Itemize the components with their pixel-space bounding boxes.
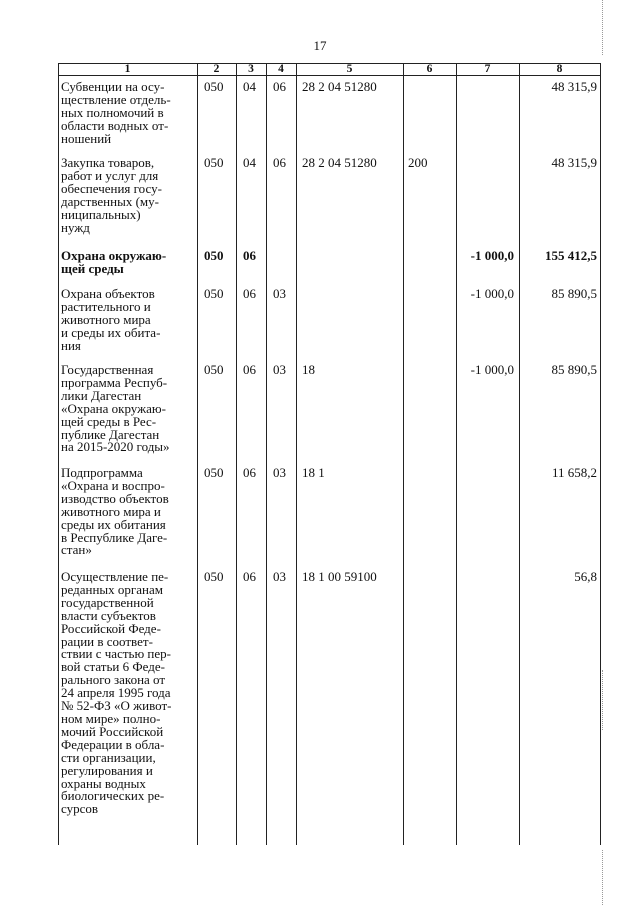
table-row-0-col2: 050	[204, 79, 224, 94]
table-row-2-col2: 050	[204, 248, 224, 263]
table-row-3-col2: 050	[204, 286, 224, 301]
column-border	[266, 63, 267, 845]
table-row-1-col8: 48 315,9	[551, 155, 597, 170]
table-row-2-col7: -1 000,0	[470, 248, 514, 263]
table-row-5-col5: 18 1	[302, 465, 325, 480]
table-row-6-col4: 03	[273, 569, 286, 584]
column-border	[600, 63, 601, 845]
header-col-4: 4	[278, 63, 284, 75]
header-col-1: 1	[124, 63, 131, 75]
table-row-5-col2: 050	[204, 465, 224, 480]
table-row-4-col5: 18	[302, 362, 315, 377]
table-row-6-col2: 050	[204, 569, 224, 584]
table-row-4-col4: 03	[273, 362, 286, 377]
scan-artifact	[602, 0, 603, 55]
table-row-0-col3: 04	[243, 79, 256, 94]
column-border	[236, 63, 237, 845]
column-border	[456, 63, 457, 845]
table-row-6-col3: 06	[243, 569, 256, 584]
table-row-1-col2: 050	[204, 155, 224, 170]
table-row-1-col4: 06	[273, 155, 286, 170]
header-col-3: 3	[248, 63, 254, 75]
column-border	[519, 63, 520, 845]
column-border	[197, 63, 198, 845]
table-row-4-name: Государственная программа Респуб- лики Дагестан «Охрана окружаю- щей среды в Рес- публике Дагестан на 2015-2020 годы»	[61, 362, 170, 455]
table-row-5-name: Подпрограмма «Охрана и воспро- изводство объектов животного мира и среды их обитания в Республике Даге- стан»	[61, 465, 169, 558]
table-row-3-name: Охрана объектов растительного и животного мира и среды их обита- ния	[61, 286, 161, 353]
table-row-1-name: Закупка товаров, работ и услуг для обеспечения госу- дарственных (му- ниципальных) нужд	[61, 155, 162, 235]
header-col-8: 8	[556, 63, 563, 75]
table-row-0-col8: 48 315,9	[551, 79, 597, 94]
scan-artifact	[602, 850, 603, 905]
table-row-0-name: Субвенции на осу- ществление отдель- ных полномочий в области водных от- ношений	[61, 79, 171, 146]
table-row-4-col3: 06	[243, 362, 256, 377]
table-row-0-col5: 28 2 04 51280	[302, 79, 377, 94]
table-row-4-col8: 85 890,5	[551, 362, 597, 377]
table-row-1-col5: 28 2 04 51280	[302, 155, 377, 170]
column-border	[403, 63, 404, 845]
header-col-7: 7	[484, 63, 491, 75]
table-row-3-col8: 85 890,5	[551, 286, 597, 301]
table-row-2-col3: 06	[243, 248, 256, 263]
table-row-3-col7: -1 000,0	[470, 286, 514, 301]
table-row-6-name: Осуществление пе- реданных органам государственной власти субъектов Российской Феде- рации в соответ- ствии с частью пер- вой статьи 6 Феде- рального закона от 24 апреля 1995 года № 52-ФЗ «О живот- ном мире» полно- мочий Российской Федерации в обла- сти организации, регулирования и охраны водных биологических ре- сурсов	[61, 569, 172, 817]
header-col-5: 5	[346, 63, 353, 75]
scan-artifact	[602, 670, 603, 730]
table-row-4-col7: -1 000,0	[470, 362, 514, 377]
table-row-4-col2: 050	[204, 362, 224, 377]
table-row-5-col4: 03	[273, 465, 286, 480]
header-col-6: 6	[426, 63, 433, 75]
table-row-3-col3: 06	[243, 286, 256, 301]
table-row-5-col3: 06	[243, 465, 256, 480]
budget-table	[58, 63, 601, 845]
header-col-2: 2	[213, 63, 220, 75]
page-number: 17	[313, 38, 327, 53]
table-row-6-col5: 18 1 00 59100	[302, 569, 377, 584]
table-row-6-col8: 56,8	[574, 569, 597, 584]
column-border	[58, 63, 59, 845]
table-row-1-col6: 200	[408, 155, 428, 170]
table-row-0-col4: 06	[273, 79, 286, 94]
table-row-2-col8: 155 412,5	[545, 248, 597, 263]
table-row-5-col8: 11 658,2	[551, 465, 597, 480]
table-row-1-col3: 04	[243, 155, 256, 170]
table-row-2-name: Охрана окружаю- щей среды	[61, 248, 167, 276]
column-border	[296, 63, 297, 845]
table-row-3-col4: 03	[273, 286, 286, 301]
